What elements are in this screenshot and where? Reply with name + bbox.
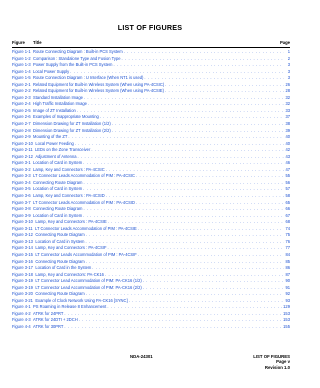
- figure-number: Figure 1-1: [12, 49, 31, 54]
- figure-page-number: 87: [285, 271, 290, 277]
- figure-page-number: 38: [285, 121, 290, 127]
- footer-right-block: [253, 354, 290, 370]
- figure-page-number: 2: [287, 55, 290, 61]
- figure-number: Figure 3-19: [12, 278, 33, 284]
- figure-title: LT Connector Lead Accommodation of PIM: PA-CK16 (2/2): [35, 284, 142, 290]
- figure-title: Connecting Route Diagram: [35, 258, 85, 264]
- figure-page-number: 43: [285, 153, 290, 159]
- figure-page-number: 68: [285, 219, 290, 225]
- figure-title: Connecting Route Diagram: [35, 232, 85, 238]
- figure-number: Figure 2-6: [12, 114, 31, 120]
- figure-title: ATRK for 24PRT: [33, 310, 64, 316]
- figure-title: LT Connector Leads Accommodation of PIM : PA-4CSIE: [35, 225, 137, 231]
- figure-title: Dimension Drawing for ZT Installation (1/2): [33, 121, 111, 127]
- figure-number: Figure 2-8: [12, 127, 31, 133]
- figure-page-number: 129: [283, 304, 290, 310]
- figure-number: Figure 3-8: [12, 206, 31, 212]
- figure-title: LT Connector Lead Accommodation of PIM: PA-CK16 (1/2): [35, 278, 142, 284]
- figure-page-number: 153: [283, 310, 290, 316]
- figure-number: Figure 3-16: [12, 258, 33, 264]
- figure-page-number: 93: [285, 297, 290, 303]
- figure-page-number: 3: [287, 68, 290, 74]
- figure-page-number: 65: [285, 199, 290, 205]
- figure-title: Mounting of the ZT: [33, 134, 68, 140]
- figure-entry-link[interactable]: [12, 324, 290, 331]
- figure-title: Image of ZT Installation: [33, 107, 76, 113]
- figure-number: Figure 4-4: [12, 323, 31, 329]
- figure-page-number: 153: [283, 317, 290, 323]
- figure-page-number: 58: [285, 193, 290, 199]
- figure-title: Location of Card in System: [33, 160, 83, 166]
- document-id: NDA-24301: [130, 354, 153, 359]
- figure-number: Figure 2-1: [12, 81, 31, 87]
- figure-number: Figure 3-12: [12, 232, 33, 238]
- figure-number: Figure 3-17: [12, 265, 33, 271]
- figure-number: Figure 2-7: [12, 121, 31, 127]
- figure-page-number: 74: [285, 225, 290, 231]
- header-divider: [12, 47, 290, 48]
- figure-page-number: 86: [285, 265, 290, 271]
- figure-title: Power Supply from the Built-in PCS System: [33, 62, 113, 68]
- figure-page-number: 26: [285, 81, 290, 87]
- column-header-page: Page: [279, 40, 290, 45]
- figure-page-number: 46: [285, 160, 290, 166]
- figure-number: Figure 2-2: [12, 88, 31, 94]
- figure-number: Figure 3-19: [12, 284, 33, 290]
- figure-title: Location of Card in System: [33, 212, 83, 218]
- figure-number: Figure 3-4: [12, 179, 31, 185]
- figure-page-number: 3: [287, 62, 290, 68]
- figure-page-number: 55: [285, 173, 290, 179]
- figure-page-number: 155: [283, 323, 290, 329]
- figure-page-number: 40: [285, 140, 290, 146]
- figure-page-number: 39: [285, 127, 290, 133]
- figure-page-number: 3: [287, 75, 290, 81]
- figure-title: Dimension Drawing for ZT Installation (2/2): [33, 127, 111, 133]
- figure-title: Location of Card in the System: [35, 265, 92, 271]
- figure-title: Related Equipment for Built-in Wireless System (When using PA-4CSIC): [33, 81, 165, 87]
- figure-page-number: 67: [285, 212, 290, 218]
- figure-number: Figure 1-2: [12, 55, 31, 61]
- figure-number: Figure 3-20: [12, 291, 33, 297]
- figure-number: Figure 3-11: [12, 225, 33, 231]
- page-title: LIST OF FIGURES: [117, 23, 183, 32]
- figure-title: LT Connector Leads Accommodation of PIM : PA-4CSIF: [35, 251, 137, 257]
- figure-page-number: 40: [285, 134, 290, 140]
- figure-title: LEDs on the Zone Transceiver: [35, 147, 91, 153]
- figure-page-number: 56: [285, 179, 290, 185]
- figure-number: Figure 4-1: [12, 304, 31, 310]
- figure-number: Figure 3-18: [12, 271, 33, 277]
- column-header-figure: Figure: [12, 40, 25, 45]
- figure-title: LT Connector Leads Accommodation of PIM : PA-4CSID: [33, 199, 135, 205]
- figure-title: Lamp, Key and Connectors : PA-4CSIF: [35, 245, 107, 251]
- figure-number: Figure 1-4: [12, 68, 31, 74]
- figure-title: LT Connector Leads Accommodation of PIM : PA-4CSIC: [33, 173, 135, 179]
- figure-title: Connecting Route Diagram: [33, 179, 83, 185]
- figure-title: Local Power Feeding: [35, 140, 74, 146]
- figure-number: Figure 3-3: [12, 173, 31, 179]
- figure-number: Figure 2-11: [12, 147, 33, 153]
- figure-title: Lamp, Key and Connectors: PA-CK16: [35, 271, 104, 277]
- figure-number: Figure 3-1: [12, 160, 31, 166]
- column-header-title: Title: [33, 40, 42, 45]
- figure-title: Local Power Supply: [33, 68, 70, 74]
- footer-revision: Revision 1.0: [264, 364, 290, 370]
- figure-number: Figure 2-5: [12, 107, 31, 113]
- figure-number: Figure 2-9: [12, 134, 31, 140]
- figure-page-number: 37: [285, 114, 290, 120]
- figure-number: Figure 3-21: [12, 297, 33, 303]
- figure-title: Comparison : Standalone Type and Fusion Type: [33, 55, 121, 61]
- figure-number: Figure 3-14: [12, 245, 33, 251]
- figure-title: High Traffic Installation Image: [33, 101, 87, 107]
- figure-title: Route Connection Diagram : U Interface (When NT1 is used): [33, 75, 144, 81]
- figure-number: Figure 3-2: [12, 166, 31, 172]
- figure-title: ATRK for 30PRT: [33, 323, 64, 329]
- figure-title: Adjustment of Antenna: [35, 153, 77, 159]
- figure-page-number: 75: [285, 232, 290, 238]
- figure-page-number: 1: [287, 49, 290, 54]
- figure-number: Figure 3-6: [12, 193, 31, 199]
- figure-number: Figure 3-9: [12, 212, 31, 218]
- figure-number: Figure 3-13: [12, 238, 33, 244]
- figure-page-number: 33: [285, 107, 290, 113]
- figure-page-number: 47: [285, 166, 290, 172]
- figure-number: Figure 3-10: [12, 219, 33, 225]
- figure-title: Standard Installation Image: [33, 94, 83, 100]
- figure-number: Figure 1-3: [12, 62, 31, 68]
- figure-number: Figure 2-10: [12, 140, 33, 146]
- figure-number: Figure 4-2: [12, 310, 31, 316]
- footer-page-label: Page v: [276, 359, 290, 365]
- figure-page-number: 92: [285, 291, 290, 297]
- page-footer: [12, 354, 290, 378]
- figure-title: Examples of Inappropriate Mounting: [33, 114, 99, 120]
- figure-number: Figure 3-15: [12, 251, 33, 257]
- figure-title: Route Connecting Diagram : Built-in PCS System: [33, 49, 123, 54]
- footer-section: LIST OF FIGURES: [253, 354, 290, 359]
- figure-title: Location of Card in System: [35, 238, 85, 244]
- figure-page-number: 32: [285, 101, 290, 107]
- figure-number: Figure 3-7: [12, 199, 31, 205]
- figure-page-number: 77: [285, 245, 290, 251]
- figure-number: Figure 4-3: [12, 317, 31, 323]
- figure-title: Lamp, Key and Connectors : PA-4CSID: [33, 193, 105, 199]
- figure-page-number: 66: [285, 206, 290, 212]
- figure-page-number: 90: [285, 278, 290, 284]
- figure-list: [12, 49, 290, 331]
- figure-page-number: 76: [285, 238, 290, 244]
- figure-title: PS Roaming in Release 8 Enhancement: [33, 304, 107, 310]
- figure-page-number: 85: [285, 258, 290, 264]
- figure-page-number: 28: [285, 88, 290, 94]
- dot-leader: [63, 324, 283, 331]
- figure-page-number: 84: [285, 251, 290, 257]
- figure-title: Lamp, Key and Connectors : PA-4CSIC: [33, 166, 105, 172]
- figure-number: Figure 2-12: [12, 153, 33, 159]
- figure-title: Connecting Route Diagram: [35, 291, 85, 297]
- figure-number: Figure 2-4: [12, 101, 31, 107]
- figure-title: Example of Clock Network Using PA-CK16 [SYNC]: [35, 297, 128, 303]
- figure-page-number: 32: [285, 94, 290, 100]
- figure-number: Figure 3-5: [12, 186, 31, 192]
- figure-page-number: 91: [285, 284, 290, 290]
- figure-title: Location of Card in System: [33, 186, 83, 192]
- figure-title: ATRK for 24DTI + 2DCH: [33, 317, 78, 323]
- figure-number: Figure 2-3: [12, 94, 31, 100]
- figure-page-number: 57: [285, 186, 290, 192]
- figure-title: Lamp, Key and Connectors : PA-4CSIE: [35, 219, 107, 225]
- figure-title: Related Equipment for Built-in Wireless System (When using PA-4CSIE): [33, 88, 165, 94]
- figure-page-number: 42: [285, 147, 290, 153]
- figure-title: Connecting Route Diagram: [33, 206, 83, 212]
- figure-number: Figure 1-5: [12, 75, 31, 81]
